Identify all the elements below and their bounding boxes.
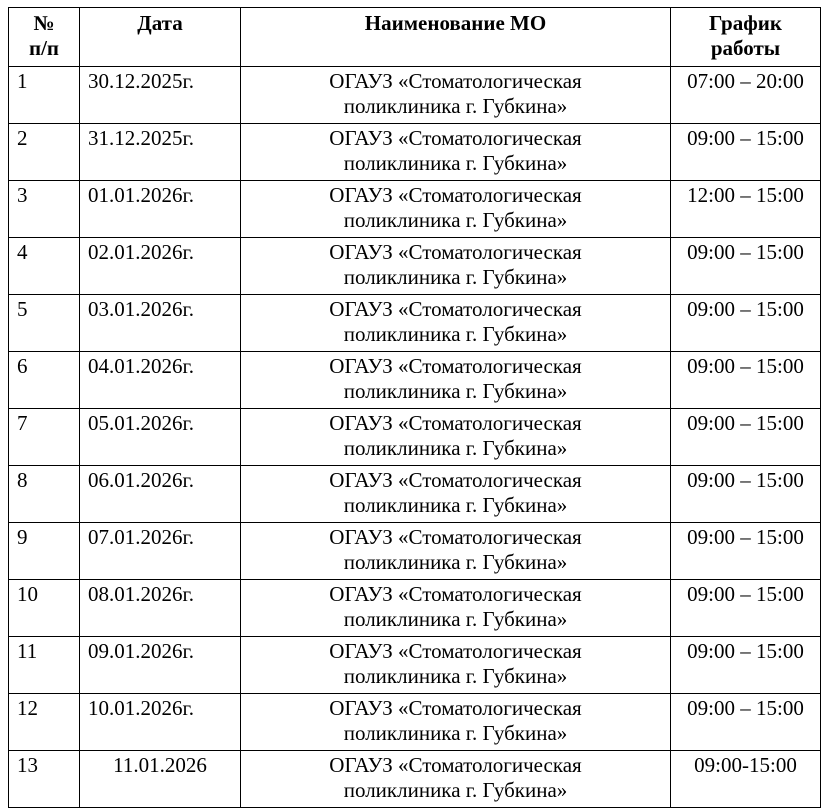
row-working-hours: 09:00 – 15:00 xyxy=(671,295,821,352)
row-organization xyxy=(241,124,671,181)
row-organization xyxy=(241,67,671,124)
table-row xyxy=(9,466,821,523)
table-row xyxy=(9,409,821,466)
table-row xyxy=(9,295,821,352)
row-date: 03.01.2026г. xyxy=(80,295,241,352)
organization-line1: ОГАУЗ «Стоматологическая xyxy=(329,525,582,549)
organization-line1: ОГАУЗ «Стоматологическая xyxy=(329,183,582,207)
schedule-table xyxy=(8,7,821,808)
organization-line1: ОГАУЗ «Стоматологическая xyxy=(329,411,582,435)
organization-line1: ОГАУЗ «Стоматологическая xyxy=(329,468,582,492)
row-organization xyxy=(241,352,671,409)
row-working-hours: 09:00 – 15:00 xyxy=(671,580,821,637)
row-date: 08.01.2026г. xyxy=(80,580,241,637)
organization-line2: поликлиника г. Губкина» xyxy=(343,721,568,745)
organization-line2: поликлиника г. Губкина» xyxy=(343,550,568,574)
row-date: 30.12.2025г. xyxy=(80,67,241,124)
row-organization xyxy=(241,637,671,694)
organization-line2: поликлиника г. Губкина» xyxy=(343,436,568,460)
header-date: Дата xyxy=(80,8,241,67)
row-working-hours: 09:00 – 15:00 xyxy=(671,124,821,181)
row-date: 01.01.2026г. xyxy=(80,181,241,238)
table-row xyxy=(9,637,821,694)
organization-line1: ОГАУЗ «Стоматологическая xyxy=(329,354,582,378)
table-row xyxy=(9,751,821,808)
row-number: 12 xyxy=(9,694,80,751)
table-row xyxy=(9,67,821,124)
row-date: 09.01.2026г. xyxy=(80,637,241,694)
row-number: 1 xyxy=(9,67,80,124)
header-organization: Наименование МО xyxy=(241,8,671,67)
table-row xyxy=(9,181,821,238)
organization-line2: поликлиника г. Губкина» xyxy=(343,94,568,118)
table-row xyxy=(9,352,821,409)
table-row xyxy=(9,523,821,580)
organization-line2: поликлиника г. Губкина» xyxy=(343,664,568,688)
row-working-hours: 09:00 – 15:00 xyxy=(671,409,821,466)
table-row xyxy=(9,124,821,181)
row-working-hours: 09:00-15:00 xyxy=(671,751,821,808)
row-date: 07.01.2026г. xyxy=(80,523,241,580)
organization-line2: поликлиника г. Губкина» xyxy=(343,778,568,802)
organization-line2: поликлиника г. Губкина» xyxy=(343,607,568,631)
table-row xyxy=(9,238,821,295)
header-number xyxy=(9,8,80,67)
row-number: 5 xyxy=(9,295,80,352)
header-working-hours: График работы xyxy=(671,8,821,67)
row-working-hours: 07:00 – 20:00 xyxy=(671,67,821,124)
row-number: 7 xyxy=(9,409,80,466)
row-working-hours: 09:00 – 15:00 xyxy=(671,352,821,409)
organization-line1: ОГАУЗ «Стоматологическая xyxy=(329,69,582,93)
organization-line1: ОГАУЗ «Стоматологическая xyxy=(329,696,582,720)
row-working-hours: 09:00 – 15:00 xyxy=(671,466,821,523)
header-number-line1: № xyxy=(33,11,55,35)
row-working-hours: 12:00 – 15:00 xyxy=(671,181,821,238)
organization-line1: ОГАУЗ «Стоматологическая xyxy=(329,639,582,663)
row-working-hours: 09:00 – 15:00 xyxy=(671,694,821,751)
row-number: 8 xyxy=(9,466,80,523)
row-organization xyxy=(241,751,671,808)
organization-line2: поликлиника г. Губкина» xyxy=(343,208,568,232)
organization-line1: ОГАУЗ «Стоматологическая xyxy=(329,753,582,777)
row-number: 13 xyxy=(9,751,80,808)
row-working-hours: 09:00 – 15:00 xyxy=(671,637,821,694)
organization-line2: поликлиника г. Губкина» xyxy=(343,151,568,175)
organization-line2: поликлиника г. Губкина» xyxy=(343,493,568,517)
row-organization xyxy=(241,409,671,466)
row-number: 11 xyxy=(9,637,80,694)
row-number: 6 xyxy=(9,352,80,409)
row-number: 2 xyxy=(9,124,80,181)
organization-line2: поликлиника г. Губкина» xyxy=(343,265,568,289)
row-number: 9 xyxy=(9,523,80,580)
row-organization xyxy=(241,295,671,352)
row-working-hours: 09:00 – 15:00 xyxy=(671,238,821,295)
row-organization xyxy=(241,238,671,295)
row-number: 4 xyxy=(9,238,80,295)
table-row xyxy=(9,694,821,751)
organization-line1: ОГАУЗ «Стоматологическая xyxy=(329,240,582,264)
row-date: 31.12.2025г. xyxy=(80,124,241,181)
organization-line1: ОГАУЗ «Стоматологическая xyxy=(329,297,582,321)
row-organization xyxy=(241,181,671,238)
row-date: 04.01.2026г. xyxy=(80,352,241,409)
organization-line2: поликлиника г. Губкина» xyxy=(343,322,568,346)
row-working-hours: 09:00 – 15:00 xyxy=(671,523,821,580)
row-date: 11.01.2026 xyxy=(80,751,241,808)
organization-line1: ОГАУЗ «Стоматологическая xyxy=(329,126,582,150)
row-date: 10.01.2026г. xyxy=(80,694,241,751)
row-number: 3 xyxy=(9,181,80,238)
row-number: 10 xyxy=(9,580,80,637)
row-organization xyxy=(241,580,671,637)
row-organization xyxy=(241,466,671,523)
row-date: 06.01.2026г. xyxy=(80,466,241,523)
header-row xyxy=(9,8,821,67)
table-row xyxy=(9,580,821,637)
row-date: 05.01.2026г. xyxy=(80,409,241,466)
header-number-line2: п/п xyxy=(28,36,60,60)
row-date: 02.01.2026г. xyxy=(80,238,241,295)
row-organization xyxy=(241,694,671,751)
row-organization xyxy=(241,523,671,580)
organization-line2: поликлиника г. Губкина» xyxy=(343,379,568,403)
organization-line1: ОГАУЗ «Стоматологическая xyxy=(329,582,582,606)
